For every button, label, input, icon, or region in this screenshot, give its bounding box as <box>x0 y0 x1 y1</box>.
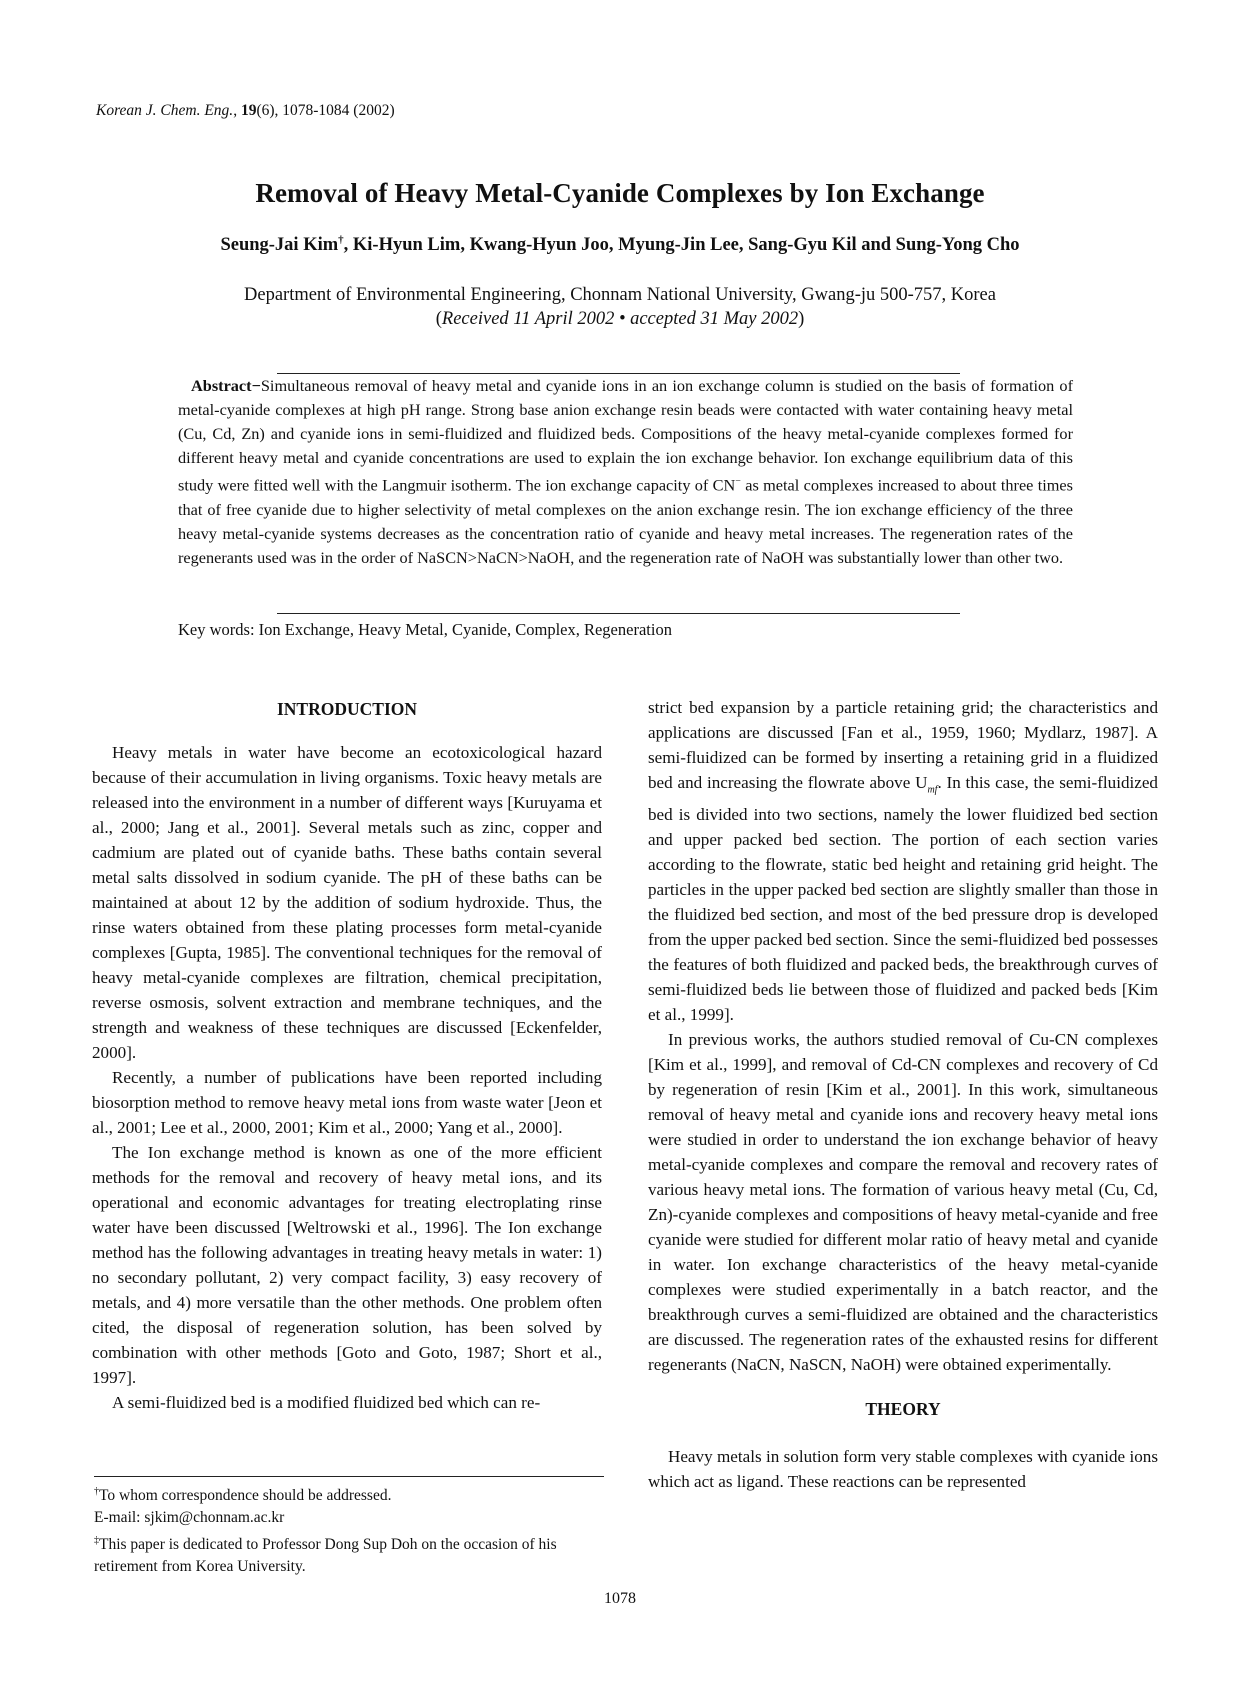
corresponding-mark: † <box>338 234 344 246</box>
journal-volume: 19 <box>240 102 257 119</box>
footnote-email: E-mail: sjkim@chonnam.ac.kr <box>94 1509 285 1527</box>
footnote-rule <box>94 1476 604 1477</box>
first-author: Seung-Jai Kim <box>220 235 339 256</box>
paragraph: Heavy metals in solution form very stable complexes with cyanide ions which act as ligand. These reactions can be represented <box>648 1447 1158 1492</box>
footnote-mark: † <box>94 1486 99 1497</box>
footnote-text: This paper is dedicated to Professor Dong Sup Doh on the occasion of his retirement from Korea University. <box>94 1535 557 1576</box>
section-heading-theory: THEORY <box>865 1399 941 1420</box>
abstract-text-1: Simultaneous removal of heavy metal and cyanide ions in an ion exchange column is studied on the basis of formation of metal-cyanide complexes at high pH range. Strong base anion exchange resin beads were contacted with water containing heavy metal (Cu, Cd, Zn) and cyanide ions in semi-fluidized and fluidized beds. Compositions of the heavy metal-cyanide complexes formed for different heavy metal and cyanide concentrations are used to explain the ion exchange behavior. Ion exchange equilibrium data of this study were fitted well with the Langmuir isotherm. The ion exchange capacity of CN <box>178 376 1073 495</box>
paragraph: Recently, a number of publications have been reported including biosorption method to remove heavy metal ions from waste water [Jeon et al., 2001; Lee et al., 2000, 2001; Kim et al., 2000; Yang et al., 2000]. <box>92 1068 602 1137</box>
author-list <box>0 234 1240 256</box>
paragraph-text: . In this case, the semi-fluidized bed is divided into two sections, namely the lower fluidized bed section and upper packed bed section. The portion of each section varies according to the flowrate, static bed height and retaining grid height. The particles in the upper packed bed section are slightly smaller than those in the fluidized bed section, and most of the bed pressure drop is developed from the upper packed bed section. Since the semi-fluidized bed possesses the features of both fluidized and packed beds, the breakthrough curves of semi-fluidized beds lie between those of fluidized and packed beds [Kim et al., 1999]. <box>648 773 1158 1025</box>
abstract-label: Abstract <box>191 376 252 395</box>
received-dates: (Received 11 April 2002 • accepted 31 May 2002) <box>435 309 805 329</box>
page-number: 1078 <box>604 1590 636 1607</box>
paragraph: A semi-fluidized bed is a modified fluidized bed which can re- <box>112 1393 541 1412</box>
footnote-dedication <box>94 1530 604 1579</box>
journal-name: Korean J. Chem. Eng. <box>96 102 234 119</box>
paragraph-text: strict bed expansion by a particle retaining grid; the characteristics and applications are discussed [Fan et al., 1959, 1960; Mydlarz, 1987]. A semi-fluidized can be formed by inserting a retaining grid in a fluidized bed and increasing the flowrate above U <box>648 698 1158 792</box>
left-column <box>92 697 602 1415</box>
footnote-text: To whom correspondence should be addressed. <box>99 1487 392 1505</box>
journal-issue-pages: (6), 1078-1084 (2002) <box>256 102 395 119</box>
keywords: Key words: Ion Exchange, Heavy Metal, Cyanide, Complex, Regeneration <box>178 620 672 639</box>
paper-title: Removal of Heavy Metal-Cyanide Complexes by Ion Exchange <box>255 178 985 208</box>
footnotes <box>94 1481 604 1579</box>
paragraph <box>648 695 1158 1027</box>
footnote-mark: ‡ <box>94 1534 99 1546</box>
paragraph: Heavy metals in water have become an ecotoxicological hazard because of their accumulation in living organisms. Toxic heavy metals are released into the environment in a number of different ways [Kuruyama et al., 2000; Jang et al., 2001]. Several metals such as zinc, copper and cadmium are plated out of cyanide baths. These baths contain several metal salts dissolved in sodium cyanide. The pH of these baths can be maintained at about 12 by the addition of sodium hydroxide. Thus, the rinse waters obtained from these plating processes form metal-cyanide complexes [Gupta, 1985]. The conventional techniques for the removal of heavy metal-cyanide complexes are filtration, chemical precipitation, reverse osmosis, solvent extraction and membrane techniques, and the strength and weakness of these techniques are discussed [Eckenfelder, 2000]. <box>92 743 602 1062</box>
right-column <box>648 695 1158 1494</box>
abstract <box>178 374 1073 570</box>
abstract-superscript: − <box>735 476 741 488</box>
abstract-text-2: as metal complexes increased to about three times that of free cyanide due to higher selectivity of metal complexes on the anion exchange resin. The ion exchange efficiency of the three heavy metal-cyanide systems decreases as the concentration ratio of cyanide and heavy metal increases. The regeneration rates of the regenerants used was in the order of NaSCN>NaCN>NaOH, and the regeneration rate of NaOH was substantially lower than other two. <box>178 475 1073 568</box>
abstract-dash: − <box>251 376 261 395</box>
affiliation: Department of Environmental Engineering, Chonnam National University, Gwang-ju 500-757, Korea <box>244 285 996 305</box>
paragraph: The Ion exchange method is known as one of the more efficient methods for the removal and recovery of heavy metal ions, and its operational and economic advantages for treating electroplating rinse water have been discussed [Weltrowski et al., 1996]. The Ion exchange method has the following advantages in treating heavy metals in water: 1) no secondary pollutant, 2) very compact facility, 3) easy recovery of metals, and 4) more versatile than the other methods. One problem often cited, the disposal of regeneration solution, has been solved by combination with other methods [Goto and Goto, 1987; Short et al., 1997]. <box>92 1143 602 1387</box>
received-text: Received 11 April 2002 • accepted 31 May 2002 <box>441 309 799 329</box>
paragraph: In previous works, the authors studied removal of Cu-CN complexes [Kim et al., 1999], and removal of Cd-CN complexes and recovery of Cd by regeneration of resin [Kim et al., 2001]. In this work, simultaneous removal of heavy metal and cyanide ions and recovery heavy metal ions were studied in order to understand the ion exchange behavior of heavy metal-cyanide complexes and compare the removal and recovery rates of various heavy metal ions. The formation of various heavy metal (Cu, Cd, Zn)-cyanide complexes and compositions of heavy metal-cyanide and free cyanide were studied for different molar ratio of heavy metal and cyanide in water. Ion exchange characteristics of the heavy metal-cyanide complexes were studied experimentally in a batch reactor, and the breakthrough curves a semi-fluidized are obtained and the characteristics are discussed. The regeneration rates of the exhausted resins for different regenerants (NaCN, NaSCN, NaOH) were obtained experimentally. <box>648 1030 1158 1375</box>
affiliation-block <box>0 283 1240 331</box>
abstract-bottom-rule <box>277 613 960 614</box>
subscript-mf: mf <box>927 784 938 796</box>
other-authors: , Ki-Hyun Lim, Kwang-Hyun Joo, Myung-Jin Lee, Sang-Gyu Kil and Sung-Yong Cho <box>343 235 1020 256</box>
journal-citation: Korean J. Chem. Eng., 19(6), 1078-1084 (2002) <box>96 102 395 119</box>
footnote-correspondence <box>94 1481 604 1507</box>
section-heading-introduction: INTRODUCTION <box>276 699 418 719</box>
